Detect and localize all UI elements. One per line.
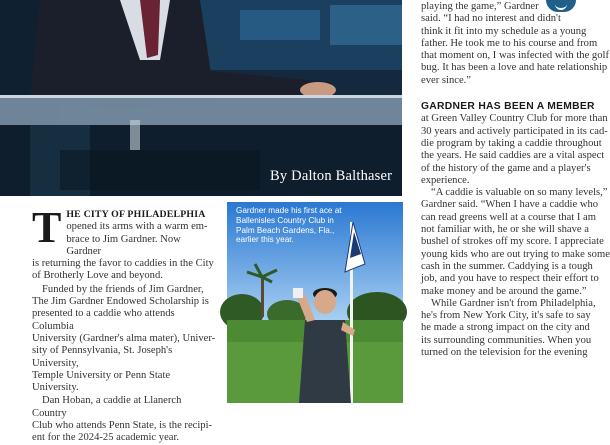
- text-line: said. “I had no interest and didn't: [421, 13, 561, 25]
- drop-cap: T: [32, 203, 62, 252]
- text-line: 30 years and actively participated in its cad-: [421, 125, 608, 137]
- text-line: of the history of the game and a player's: [421, 162, 591, 174]
- lead-caps: HE CITY OF PHILADELPHIA: [66, 209, 206, 220]
- text-line: While Gardner isn't from Philadelphia,: [431, 297, 596, 309]
- text-line: not familiar with, he or she will shave a: [421, 224, 589, 236]
- text-line: father. He took me to his course and from: [421, 37, 598, 49]
- text-line: make money and be around the game.”: [421, 285, 587, 297]
- text-line: bug. It has been a love and hate relationship: [421, 62, 608, 74]
- text-line: that moment on, I was infected with the golf: [421, 50, 609, 62]
- quote-continuation: [421, 1, 609, 87]
- text-line: ent for the 2024-25 academic year.: [32, 432, 180, 444]
- text-line: Funded by the friends of Jim Gardner,: [42, 283, 204, 295]
- text-line: brace to Jim Gardner. Now Gardner: [66, 233, 181, 257]
- text-line: die program by taking a caddie throughout: [421, 137, 602, 149]
- text-line: turned on the television for the evening: [421, 347, 588, 359]
- scholarship-paragraph: [32, 284, 217, 395]
- recipient-paragraph: [32, 395, 217, 444]
- member-paragraph: [421, 113, 608, 187]
- text-line: bushel of strokes off my score. I appreciate: [421, 236, 604, 248]
- text-line: “A caddie is valuable on so many levels,”: [431, 187, 608, 199]
- text-line: is returning the favor to caddies in the City: [32, 258, 214, 270]
- text-line: think it fit into my schedule as a young: [421, 25, 587, 37]
- hero-photo: [0, 0, 402, 196]
- text-line: presented to a caddie who attends Columbia: [32, 308, 175, 332]
- hero-illustration: [0, 0, 402, 196]
- text-line: University (Gardner's alma mater), Univer-: [32, 332, 216, 344]
- text-line: the years. He said caddies are a vital aspect: [421, 150, 605, 162]
- text-line: Club who attends Penn State, is the recipi-: [32, 420, 213, 432]
- text-line: sity of Pennsylvania, St. Joseph's University,: [32, 345, 173, 369]
- caddie-quote-paragraph: [421, 187, 610, 298]
- text-line: The Jim Gardner Endowed Scholarship is: [32, 296, 209, 308]
- closing-paragraph: [421, 298, 600, 359]
- text-line: Dan Hoban, a caddie at Llanerch Country: [32, 395, 182, 419]
- intro-paragraph: [32, 203, 217, 283]
- section-subhead: GARDNER HAS BEEN A MEMBER: [421, 101, 595, 113]
- text-line: he made a strong impact on the city and: [421, 322, 590, 334]
- text-line: Temple University or Penn State University.: [32, 369, 171, 394]
- text-line: at Green Valley Country Club for more than: [421, 113, 608, 125]
- text-line: Gardner said. “When I have a caddie who: [421, 199, 599, 211]
- text-line: playing the game,” Gardner: [421, 1, 539, 12]
- left-column: [32, 203, 217, 445]
- text-line: cash in the summer. Caddying is a tough: [421, 260, 593, 272]
- text-line: opened its arms with a warm em-: [66, 221, 208, 233]
- golf-photo: [227, 202, 403, 403]
- photo-caption: Gardner made his first ace at Ballenisles Country Club in Palm Beach Gardens, Fla., earlier this year.: [236, 206, 342, 245]
- text-line: of Brotherly Love and beyond.: [32, 270, 163, 282]
- text-line: can read greens well at a course that I am: [421, 211, 597, 223]
- text-line: he's from New York City, it's safe to say: [421, 310, 591, 322]
- right-column: [421, 0, 610, 359]
- text-line: its surrounding communities. When you: [421, 334, 592, 346]
- text-line: job, and you have to respect their effort to: [421, 273, 599, 285]
- text-line: ever since.”: [421, 74, 471, 86]
- text-line: young kids who are out trying to make some: [421, 248, 610, 260]
- byline: By Dalton Balthaser: [270, 168, 393, 184]
- text-line: experience.: [421, 174, 470, 186]
